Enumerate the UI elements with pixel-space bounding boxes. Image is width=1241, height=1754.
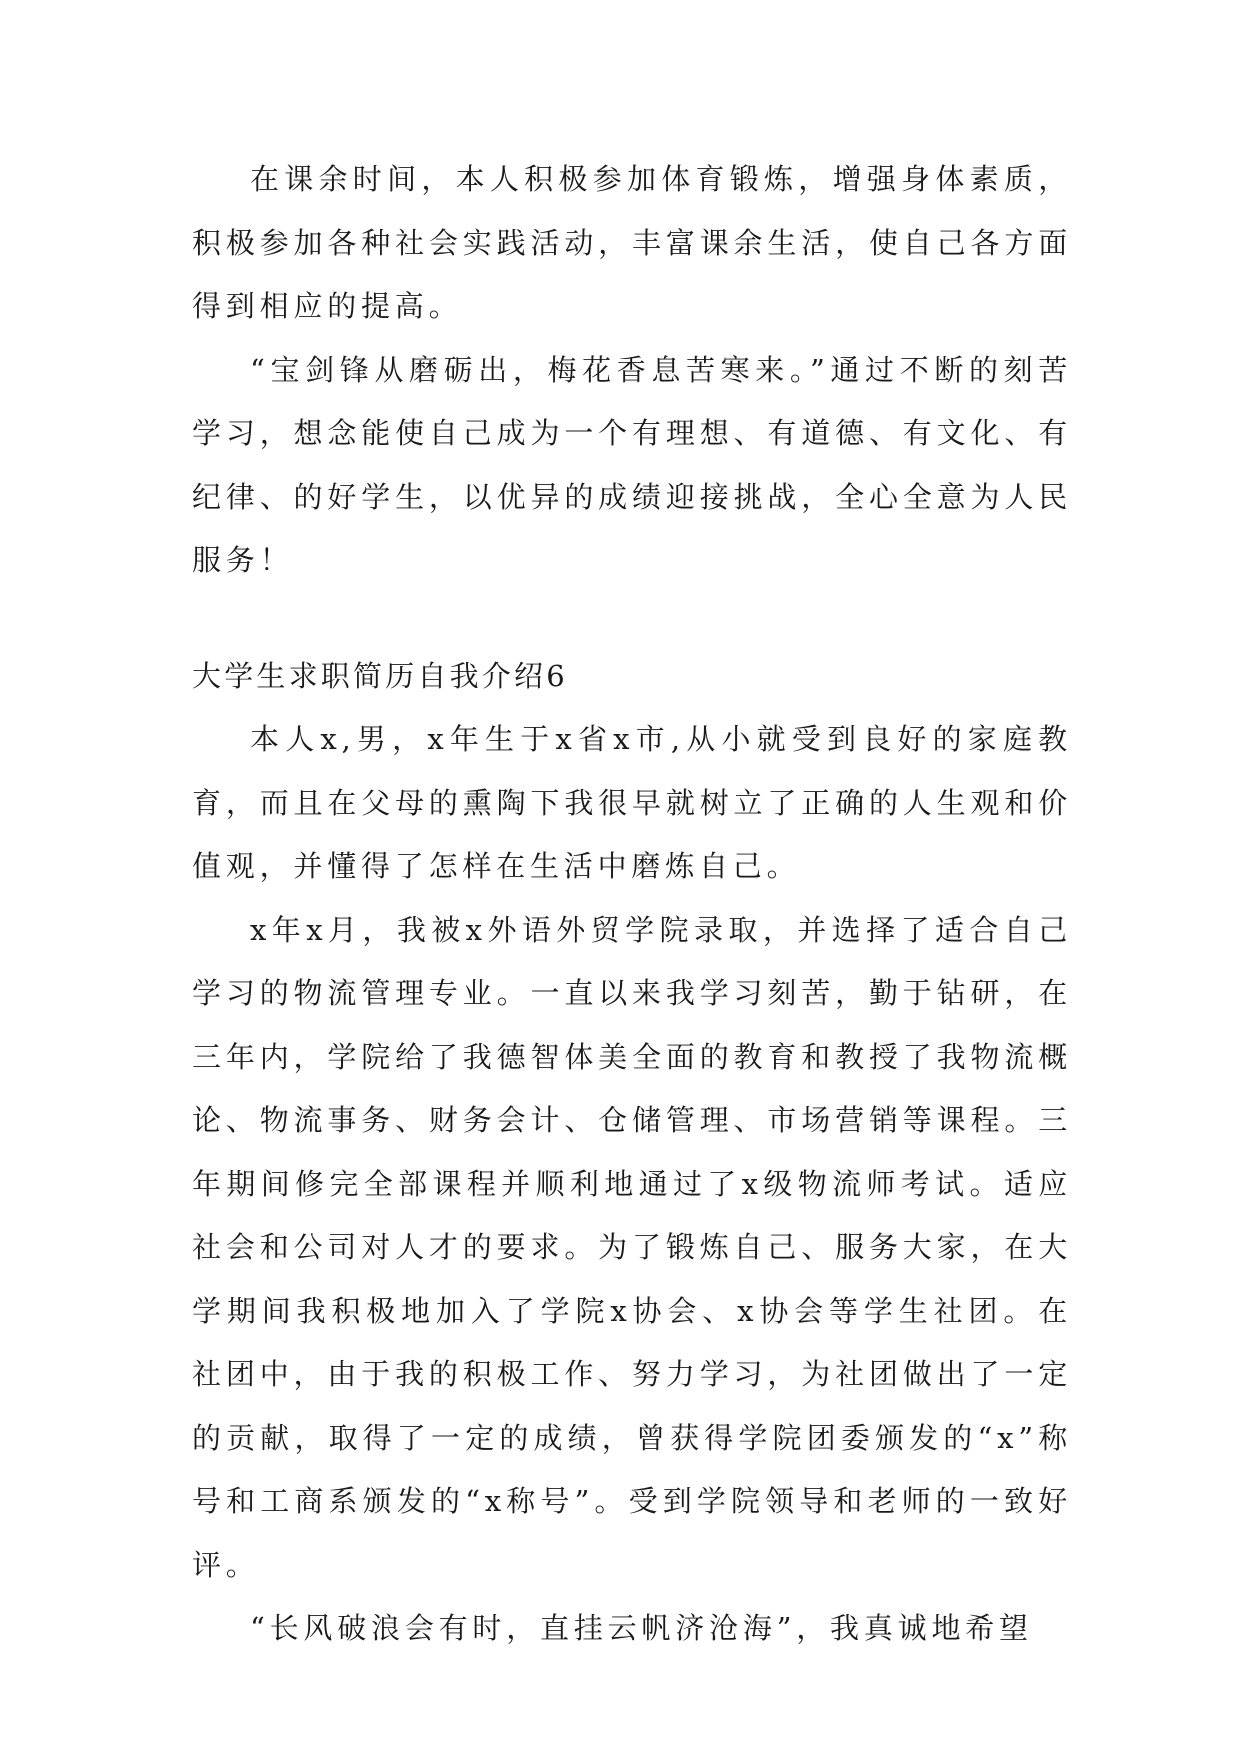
paragraph-extracurricular: 在课余时间，本人积极参加体育锻炼，增强身体素质，积极参加各种社会实践活动，丰富课余生活，使自己各方面得到相应的提高。: [192, 162, 1072, 323]
section-heading: 大学生求职简历自我介绍6: [192, 658, 568, 693]
paragraph-closing: “长风破浪会有时，直挂云帆济沧海”，我真诚地希望: [250, 1611, 1033, 1645]
paragraph-motto: “宝剑锋从磨砺出，梅花香息苦寒来。”通过不断的刻苦学习，想念能使自己成为一个有理想、有道德、有文化、有纪律、的好学生，以优异的成绩迎接挑战，全心全意为人民服务！: [192, 352, 1072, 577]
paragraph-education: x年x月，我被x外语外贸学院录取，并选择了适合自己学习的物流管理专业。一直以来我学习刻苦，勤于钻研，在三年内，学院给了我德智体美全面的教育和教授了我物流概论、物流事务、财务会计、仓储管理、市场营销等课程。三年期间修完全部课程并顺利地通过了x级物流师考试。适应社会和公司对人才的要求。为了锻炼自己、服务大家，在大学期间我积极地加入了学院x协会、x协会等学生社团。在社团中，由于我的积极工作、努力学习，为社团做出了一定的贡献，取得了一定的成绩，曾获得学院团委颁发的“x”称号和工商系颁发的“x称号”。受到学院领导和老师的一致好评。: [192, 912, 1072, 1582]
paragraph-background: 本人x,男，x年生于x省x市,从小就受到良好的家庭教育，而且在父母的熏陶下我很早就树立了正确的人生观和价值观，并懂得了怎样在生活中磨炼自己。: [192, 722, 1072, 883]
document-body: [192, 148, 1072, 1661]
